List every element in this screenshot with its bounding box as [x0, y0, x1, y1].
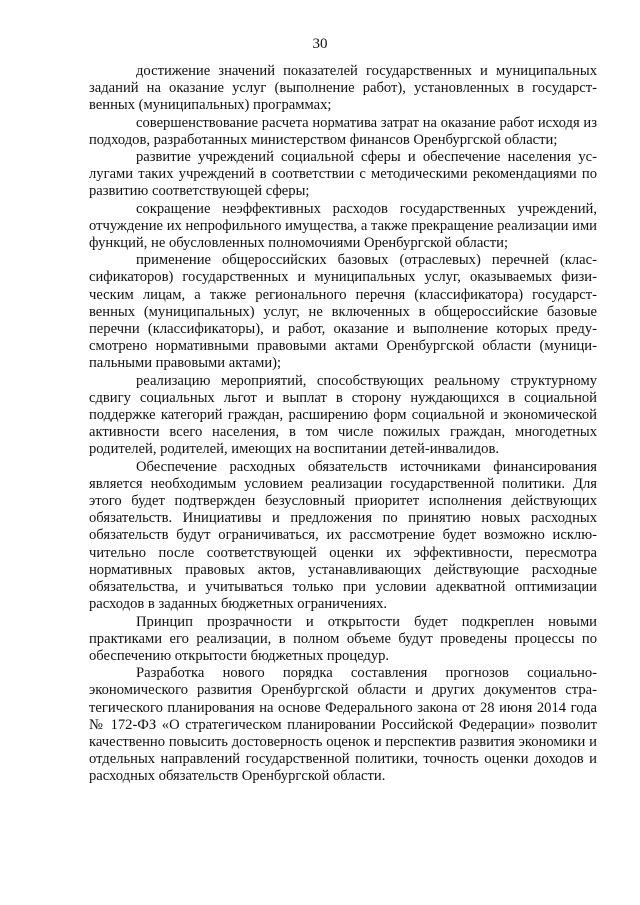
paragraph: применение общероссийских базовых (отраслевых) перечней (классификаторов) государственных и муниципальных услуг, оказываемых физическим лицам, а также регионального перечня (классификатора) государственных (муниципальных) услуг, не включенных в общероссийские базовые перечни (классификаторы), и работ, оказание и выполнение которых предусмотрено нормативными правовыми актами Оренбургской области (муниципальными правовыми актами); — [89, 252, 597, 372]
paragraph: Разработка нового порядка составления прогнозов социально-экономического развития Оренбургской области и других документов стратегического планирования на основе Федерального закона от 28 июня 2014 года № 172-ФЗ «О стратегическом планировании Российской Федерации» позволит качественно повысить достоверность оценок и перспектив развития экономики и отдельных направлений государственной политики, точность оценки доходов и расходных обязательств Оренбургской области. — [89, 665, 597, 785]
document-body — [89, 63, 597, 786]
paragraph: сокращение неэффективных расходов государственных учреждений, отчуждение их непрофильного имущества, а также прекращение реализации ими функций, не обусловленных полномочиями Оренбургской области; — [89, 200, 597, 252]
page-number: 30 — [312, 36, 328, 52]
paragraph: реализацию мероприятий, способствующих реальному структурному сдвигу социальных льгот и выплат в сторону нуждающихся в социальной поддержке категорий граждан, расширению форм социальной и экономической активности всего населения, в том числе пожилых граждан, многодетных родителей, родителей, имеющих на воспитании детей-инвалидов. — [89, 372, 597, 458]
paragraph: Обеспечение расходных обязательств источниками финансирования является необходимым условием реализации государственной политики. Для этого будет подтвержден безусловный приоритет исполнения действующих обязательств. Инициативы и предложения по принятию новых расходных обязательств будут ограничиваться, их рассмотрение будет возможно исключительно после соответствующей оценки их эффективности, пересмотра нормативных правовых актов, устанавливающих действующие расходные обязательства, и учитываться только при условии адекватной оптимизации расходов в заданных бюджетных ограничениях. — [89, 458, 597, 613]
paragraph: совершенствование расчета норматива затрат на оказание работ исходя из подходов, разработанных министерством финансов Оренбургской области; — [89, 114, 597, 148]
paragraph: Принцип прозрачности и открытости будет подкреплен новыми практиками его реализации, в полном объеме будут проведены процессы по обеспечению открытости бюджетных процедур. — [89, 613, 597, 664]
paragraph: развитие учреждений социальной сферы и обеспечение населения услугами таких учреждений в соответствии с методическими рекомендациями по развитию соответствующей сферы; — [89, 149, 597, 200]
paragraph: достижение значений показателей государственных и муниципальных заданий на оказание услуг (выполнение работ), установленных в государственных (муниципальных) программах; — [89, 63, 597, 114]
